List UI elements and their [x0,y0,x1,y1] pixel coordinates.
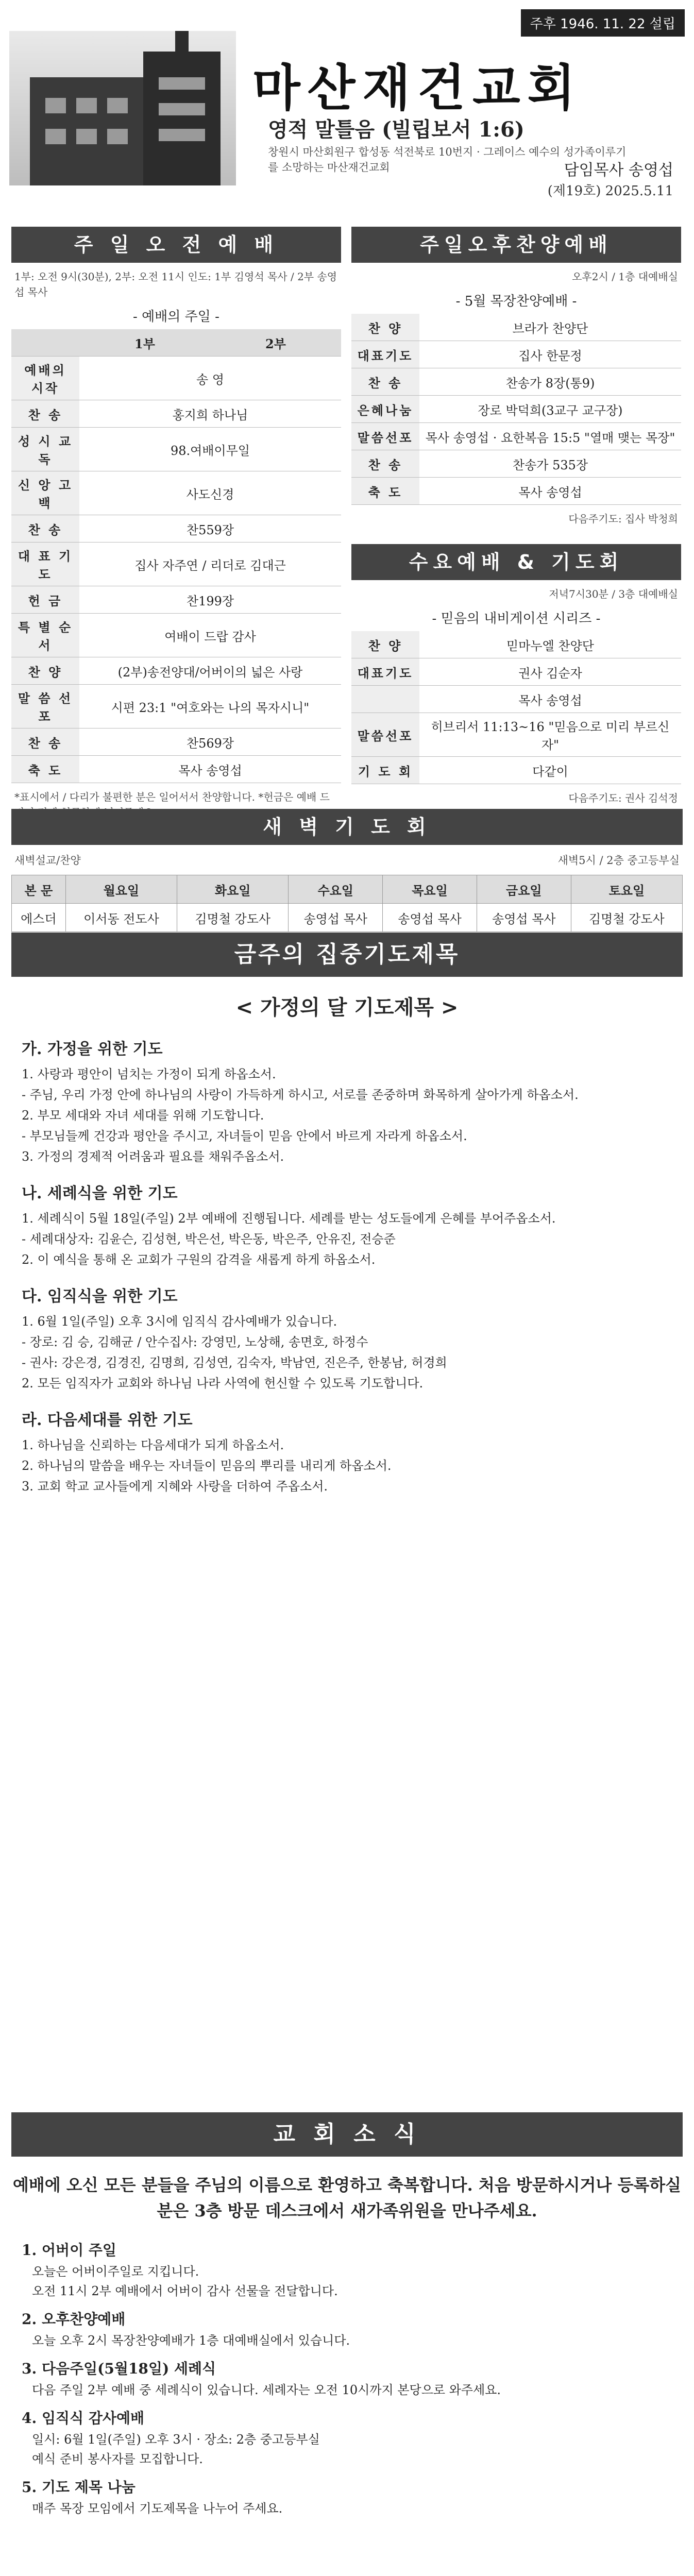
afternoon-praise-footnote: 다음주기도: 집사 박청희 [568,513,678,525]
church-news-title: 교 회 소 식 [11,2112,683,2157]
prayer-section: 다. 임직식을 위한 기도 1. 6월 1일(주일) 오후 3시에 임직식 감사예배가 있습니다. - 장로: 김 승, 김해균 / 안수집사: 강영민, 노상해, 송면호, 하정수 - 권사: 강은경, 김경진, 김명희, 김성연, 김숙자, 박남연, 진은주, 한봉남, 허경희 2. 모든 임직자가 교회와 하나님 나라 사역에 헌신할 수 있도록 기도합니다. [22,1287,447,1391]
sunday-worship-footnote: *표시에서 / 다리가 불편한 분은 일어서서 찬양합니다. *헌금은 예배 드 [14,791,330,803]
sunday-worship-time: 1부: 오전 9시(30분), 2부: 오전 11시 인도: 1부 김영석 목사 / 2부 송영섭 목사 [14,270,337,298]
table-row: 기 도 회 다같이 [351,757,681,784]
table-row: 찬 송 찬559장 [11,515,341,543]
table-row: 헌 금 찬199장 [11,586,341,614]
church-photo [9,31,236,185]
table-row: 찬 양 (2부)송전양대/어버이의 넓은 사랑 [11,657,341,685]
prayer-requests [11,933,683,1510]
table-row: 찬 송 찬569장 [11,728,341,756]
news-item: 1. 어버이 주일 오늘은 어버이주일로 지킵니다. 오전 11시 2부 예배에서 어버이 감사 선물을 전달합니다. [22,2242,338,2298]
church-address: 창원시 마산회원구 합성동 석전북로 10번지 · 그레이스 예수의 성가족이루기를 소망하는 마산재건교회 [268,146,627,174]
table-row: 말씀선포 목사 송영섭 · 요한복음 15:5 "열매 맺는 목장" [351,423,681,450]
table-row: 목사 송영섭 [351,686,681,713]
wednesday-order-label: - 믿음의 내비게이션 시리즈 - [432,611,601,626]
news-item: 5. 기도 제목 나눔 매주 목장 모임에서 기도제목을 나누어 주세요. [22,2479,283,2516]
theme-verse: 영적 말틀음 (빌립보서 1:6) [268,117,524,142]
issue-number: (제19호) 2025.5.11 [547,183,673,199]
afternoon-and-wednesday [351,227,681,804]
table-row: 예배의 시작 송 영 [11,357,341,400]
table-header-row: 본 문 월요일 화요일 수요일 목요일 금요일 토요일 [12,875,683,904]
dawn-note-left: 새벽설교/찬양 [14,854,81,867]
table-row: 특 별 순 서 여배이 드랍 감사 [11,614,341,657]
table-row: 찬 송 찬송가 8장(통9) [351,368,681,396]
dawn-prayer-notes [14,852,680,868]
table-row: 찬 양 브라가 찬양단 [351,314,681,341]
sunday-worship-order [11,329,341,783]
head-pastor: 담임목사 송영섭 [564,161,673,179]
afternoon-praise-time: 오후2시 / 1층 대예배실 [572,270,678,283]
news-item: 2. 오후찬양예배 오늘 오후 2시 목장찬양예배가 1층 대예배실에서 있습니다. [22,2311,350,2348]
afternoon-praise-order-label: - 5월 목장찬양예배 - [455,294,577,309]
table-row: 에스더 이서동 전도사 김명철 강도사 송영섭 목사 송영섭 목사 송영섭 목사 김명철 강도사 [12,904,683,932]
table-row: 신 앙 고 백 사도신경 [11,471,341,515]
prayer-requests-subtitle: < 가정의 달 기도제목 > [235,995,459,1020]
prayer-section: 가. 가정을 위한 기도 1. 사랑과 평안이 넘치는 가정이 되게 하옵소서. - 주님, 우리 가정 안에 하나님의 사랑이 가득하게 하시고, 서로를 존중하며 화목하게 살아가게 하옵소서. 2. 부모 세대와 자녀 세대를 위해 기도합니다. - 부모님들께 건강과 평안을 주시고, 자녀들이 믿음 안에서 바르게 자라게 하옵소서. 3. 가정의 경제적 어려움과 필요를 채워주옵소서. [22,1040,579,1164]
news-item: 4. 임직식 감사예배 일시: 6월 1일(주일) 오후 3시 · 장소: 2층 중고등부실 예식 준비 봉사자를 모집합니다. [22,2410,320,2466]
table-row: 찬 양 믿마누엘 찬양단 [351,631,681,658]
table-row: 대표기도 권사 김순자 [351,658,681,686]
bulletin-header [0,0,694,199]
table-row: 축 도 목사 송영섭 [351,478,681,505]
prayer-requests-title: 금주의 집중기도제목 [11,933,683,977]
table-row: 은혜나눔 장로 박덕희(3교구 교구장) [351,396,681,423]
afternoon-praise-title: 주일오후찬양예배 [351,227,681,263]
table-row: 성 시 교 독 98.여배이무일 [11,428,341,471]
prayer-section: 라. 다음세대를 위한 기도 1. 하나님을 신뢰하는 다음세대가 되게 하옵소서. 2. 하나님의 말씀을 배우는 자녀들이 믿음의 뿌리를 내리게 하옵소서. 3. 교회 학교 교사들에게 지혜와 사랑을 더하여 주옵소서. [22,1411,392,1494]
table-row: 찬 송 홍지희 하나님 [11,400,341,428]
afternoon-praise-order [351,314,681,505]
sunday-worship-order-label: - 예배의 주일 - [133,309,219,325]
sunday-worship [11,227,341,803]
sunday-worship-title: 주 일 오 전 예 배 [11,227,341,263]
table-header-row: 1부 2부 [11,329,341,357]
church-news [11,2112,683,2526]
table-row: 말 씀 선 포 시편 23:1 "여호와는 나의 목자시니" [11,685,341,728]
wednesday-order [351,631,681,784]
wednesday-time: 저녁7시30분 / 3층 대예배실 [549,588,678,600]
news-item: 3. 다음주일(5월18일) 세례식 다음 주일 2부 예배 중 세례식이 있습니다. 세례자는 오전 10시까지 본당으로 와주세요. [22,2360,501,2397]
prayer-section: 나. 세례식을 위한 기도 1. 세례식이 5월 18일(주일) 2부 예배에 진행됩니다. 세례를 받는 성도들에게 은혜를 부어주옵소서. - 세례대상자: 김윤슨, 김성현, 박은선, 박은동, 박은주, 안유진, 전승준 2. 이 예식을 통해 온 교회가 구원의 감격을 새롭게 하게 하옵소서. [22,1184,556,1267]
welcome-banner: 예배에 오신 모든 분들을 주님의 이름으로 환영하고 축복합니다. 처음 방문하시거나 등록하실 분은 3층 방문 데스크에서 새가족위원을 만나주세요. [12,2175,682,2221]
dawn-note-right: 새벽5시 / 2층 중고등부실 [557,854,680,867]
dawn-prayer [11,809,683,932]
church-name: 마산재건교회 [252,59,583,117]
dawn-prayer-title: 새 벽 기 도 회 [11,809,683,845]
table-row: 대표기도 집사 한문정 [351,341,681,368]
founding-tag: 주후 1946. 11. 22 설립 [521,9,685,37]
wednesday-footnote: 다음주기도: 권사 김석정 [568,792,678,804]
wednesday-title: 수요예배 & 기도회 [351,544,681,580]
table-row: 말씀선포 히브리서 11:13~16 "믿음으로 미리 부르신 자" [351,713,681,757]
dawn-prayer-schedule [11,875,683,932]
table-row: 축 도 목사 송영섭 [11,756,341,783]
table-row: 대 표 기 도 집사 자주연 / 리더로 김대근 [11,543,341,586]
table-row: 찬 송 찬송가 535장 [351,450,681,478]
